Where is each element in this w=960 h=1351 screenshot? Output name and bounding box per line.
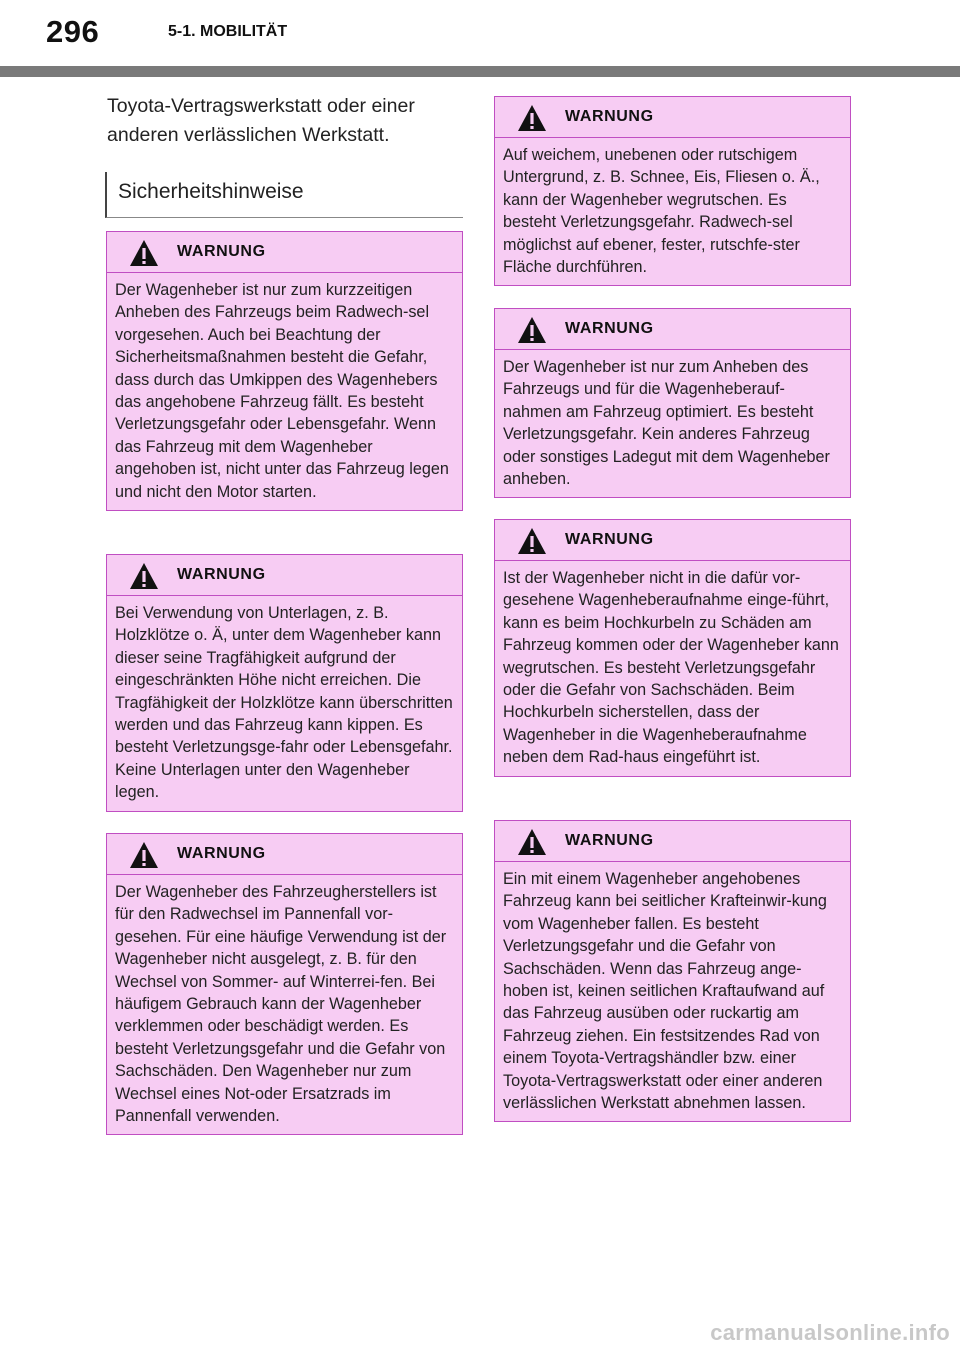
subheading-box [105,172,463,218]
warning-box-3 [106,833,463,1135]
subheading-title: Sicherheitshinweise [118,180,304,203]
warning-triangle-icon [129,562,159,590]
warning-text: Auf weichem, unebenen oder rutschigem Untergrund, z. B. Schnee, Eis, Fliesen o. Ä., kann der Wagenheber wegrutschen. Es besteht Verletzungsgefahr. Radwech-sel möglichst auf ebener, fester, rutschfe-ster Fläche durchführen. [503,146,820,277]
warning-box-2 [106,554,463,812]
warning-header [495,309,850,350]
warning-text: Der Wagenheber ist nur zum kurzzeitigen Anheben des Fahrzeugs beim Radwech-sel vorgesehen. Auch bei Beachtung der Sicherheitsmaßnahmen besteht die Gefahr, dass durch das Umkippen des Wagenhebers das angehobene Fahrzeug fällt. Es besteht Verletzungsgefahr oder Lebensgefahr. Wenn das Fahrzeug mit dem Wagenheber angehoben ist, nicht unter das Fahrzeug legen und nicht den Motor starten. [115,281,449,501]
warning-text: Ist der Wagenheber nicht in die dafür vor-gesehene Wagenheberaufnahme einge-führt, kann es beim Hochkurbeln zu Schäden am Fahrzeug kommen oder der Wagenheber kann wegrutschen. Es besteht Verletzungsgefahr oder die Gefahr von Sachschäden. Beim Hochkurbeln sicherstellen, dass der Wagenheber in die Wagenheberaufnahme neben dem Rad-haus eingeführt ist. [503,569,839,767]
warning-header [107,834,462,875]
warning-text: Bei Verwendung von Unterlagen, z. B. Holzklötze o. Ä, unter dem Wagenheber kann dieser seine Tragfähigkeit aufgrund der eingeschränkten Höhe nicht erreichen. Die Tragfähigkeit der Holzklötze kann überschritten werden und das Fahrzeug kann kippen. Es besteht Verletzungsge-fahr oder Lebensgefahr. Keine Unterlagen unter den Wagenheber legen. [115,604,453,802]
warning-triangle-icon [517,104,547,132]
warning-title: WARNUNG [177,845,266,862]
warning-title: WARNUNG [177,566,266,583]
warning-header [107,232,462,273]
footer-watermark: carmanualsonline.info [710,1320,950,1345]
warning-triangle-icon [129,239,159,267]
warning-triangle-icon [517,527,547,555]
warning-box-4 [494,96,851,286]
warning-triangle-icon [129,841,159,869]
warning-title: WARNUNG [565,108,654,125]
page-number: 296 [46,14,100,49]
section-title: 5-1. MOBILITÄT [168,23,288,40]
warning-box-6 [494,519,851,777]
warning-text: Ein mit einem Wagenheber angehobenes Fahrzeug kann bei seitlicher Krafteinwir-kung vom Wagenheber fallen. Es besteht Verletzungsgefahr und die Gefahr von Sachschäden. Wenn das Fahrzeug ange-hoben ist, keinen seitlichen Kraftaufwand auf das Fahrzeug ausüben oder ruckartig am Fahrzeug ziehen. Ein festsitzendes Rad von einem Toyota-Vertragshändler bzw. einer Toyota-Vertragswerkstatt oder einer anderen verlässlichen Werkstatt abnehmen lassen. [503,870,827,1113]
warning-title: WARNUNG [565,531,654,548]
warning-header [495,520,850,561]
warning-header [495,821,850,862]
warning-header [495,97,850,138]
intro-paragraph: Toyota-Vertragswerkstatt oder einer anderen verlässlichen Werkstatt. [107,95,415,146]
warning-triangle-icon [517,316,547,344]
header-rule [0,66,960,77]
warning-title: WARNUNG [177,243,266,260]
page-header [0,0,960,80]
warning-title: WARNUNG [565,832,654,849]
warning-title: WARNUNG [565,320,654,337]
warning-box-1 [106,231,463,511]
warning-header [107,555,462,596]
warning-box-7 [494,820,851,1122]
warning-text: Der Wagenheber ist nur zum Anheben des Fahrzeugs und für die Wagenheberauf-nahmen am Fahrzeug optimiert. Es besteht Verletzungsgefahr. Kein anderes Fahrzeug oder sonstiges Ladegut mit dem Wagenheber anheben. [503,358,830,489]
warning-triangle-icon [517,828,547,856]
warning-text: Der Wagenheber des Fahrzeugherstellers ist für den Radwechsel im Pannenfall vor-gesehen. Für eine häufige Verwendung ist der Wagenheber nicht ausgelegt, z. B. für den Wechsel von Sommer- auf Winterrei-fen. Bei häufigem Gebrauch kann der Wagenheber verklemmen oder beschädigt werden. Es besteht Verletzungsgefahr und die Gefahr von Sachschäden. Den Wagenheber nur zum Wechsel eines Not-oder Ersatzrads im Pannenfall verwenden. [115,883,447,1126]
warning-box-5 [494,308,851,498]
